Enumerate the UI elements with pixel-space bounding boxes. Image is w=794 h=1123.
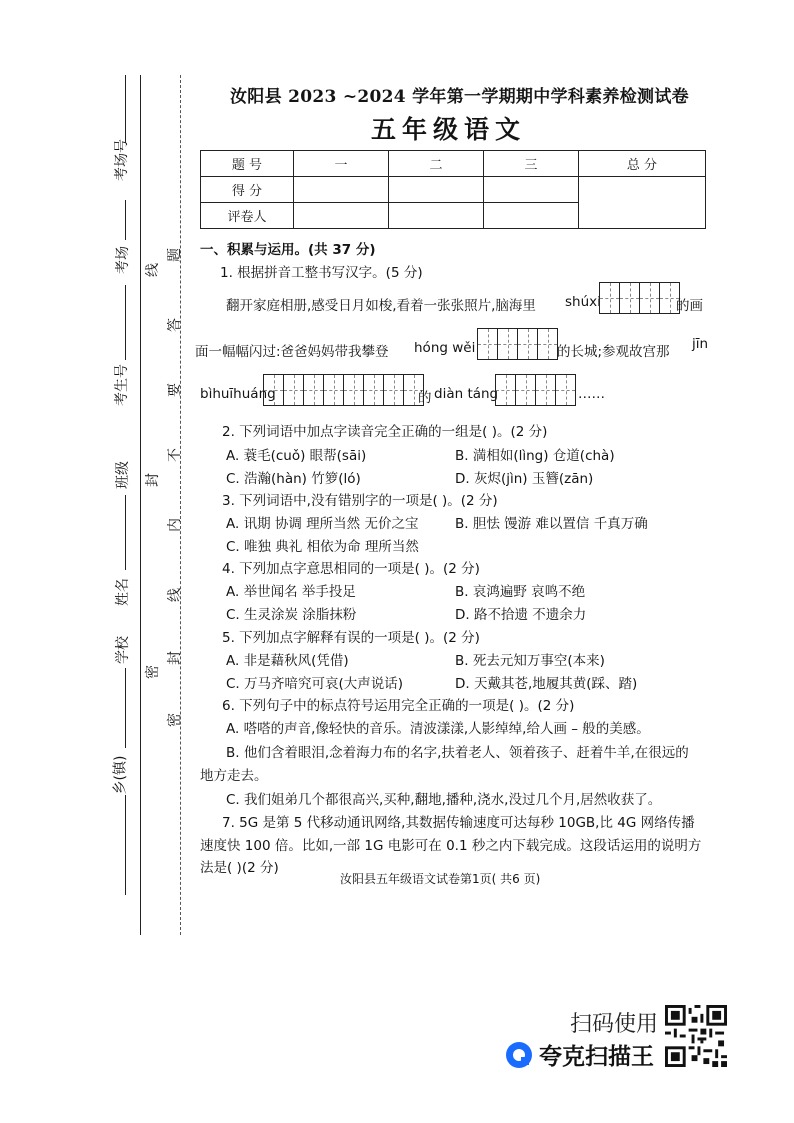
writing-grid[interactable] <box>600 282 680 314</box>
q5-option[interactable]: B. 死去元知万事空(本来) <box>455 653 605 669</box>
q2-option[interactable]: A. 蓑毛(cuǒ) 眼帮(sāi) <box>226 448 367 464</box>
writing-cell[interactable] <box>363 374 384 406</box>
answer-line[interactable] <box>125 495 126 570</box>
pinyin-label: shúxi <box>565 294 601 310</box>
seal-word: 不 <box>167 448 183 462</box>
writing-cell[interactable] <box>495 374 516 406</box>
total-score-cell[interactable] <box>579 177 706 229</box>
q1-text: 面一幅幅闪过:爸爸妈妈带我攀登 <box>195 344 389 360</box>
inner-seal-word: 封 <box>145 473 161 487</box>
scanner-brand <box>505 1038 654 1071</box>
pinyin-label: diàn táng <box>434 386 499 402</box>
q5-option[interactable]: A. 非是藉秋风(凭借) <box>226 653 349 669</box>
writing-grid[interactable] <box>496 374 576 406</box>
q2-option[interactable]: B. 満相如(lìng) 仓道(chà) <box>455 448 615 464</box>
answer-line[interactable] <box>125 200 126 240</box>
seal-word: 密 <box>167 713 183 727</box>
binding-dashed-line <box>180 75 181 935</box>
q6-option[interactable]: C. 我们姐弟几个都很高兴,买种,翻地,播种,浇水,没过几个月,居然收获了。 <box>226 792 662 808</box>
writing-cell[interactable] <box>383 374 404 406</box>
writing-cell[interactable] <box>343 374 364 406</box>
writing-cell[interactable] <box>537 328 558 360</box>
score-header-cell: 三 <box>484 151 579 177</box>
q2-option[interactable]: C. 浩瀚(hàn) 竹箩(ló) <box>226 471 361 487</box>
grader-cell[interactable] <box>484 203 579 229</box>
writing-cell[interactable] <box>555 374 576 406</box>
grader-cell[interactable] <box>389 203 484 229</box>
inner-secret-word: 密 <box>145 665 161 679</box>
writing-cell[interactable] <box>517 328 538 360</box>
exam-room-no-label: 考场号 <box>114 139 130 181</box>
q4-option[interactable]: C. 生灵涂炭 涂脂抹粉 <box>226 607 357 623</box>
score-cell[interactable] <box>389 177 484 203</box>
seal-word: 答 <box>167 318 183 332</box>
q1-text: 的画 <box>676 298 703 314</box>
student-no-label: 考生号 <box>114 364 130 406</box>
q3-option[interactable]: C. 唯独 典礼 相依为命 理所当然 <box>226 539 419 555</box>
section-heading: 一、积累与运用。(共 37 分) <box>200 242 376 258</box>
score-row-label: 得 分 <box>201 177 294 203</box>
writing-grid[interactable] <box>264 374 424 406</box>
q1-text: 翻开家庭相册,感受日月如梭,看着一张张照片,脑海里 <box>226 298 536 314</box>
answer-line[interactable] <box>125 795 126 895</box>
question-1-prompt: 1. 根据拼音工整书写汉字。(5 分) <box>220 265 423 281</box>
question-7-text: 7. 5G 是第 5 代移动通讯网络,其数据传输速度可达每秒 10GB,比 4G 网络传播 <box>222 815 695 831</box>
score-row-label: 评卷人 <box>201 203 294 229</box>
score-cell[interactable] <box>484 177 579 203</box>
exam-room-label: 考场 <box>115 246 131 274</box>
writing-cell[interactable] <box>477 328 498 360</box>
pinyin-label: jīn <box>692 336 709 352</box>
question-2-prompt: 2. 下列词语中加点字读音完全正确的一组是( )。(2 分) <box>222 424 548 440</box>
q1-text: 的长城;参观故宫那 <box>557 344 670 360</box>
question-5-prompt: 5. 下列加点字解释有误的一项是( )。(2 分) <box>222 630 480 646</box>
seal-word: 题 <box>167 248 183 262</box>
q2-option[interactable]: D. 灰烬(jìn) 玉簪(zān) <box>455 471 594 487</box>
writing-cell[interactable] <box>497 328 518 360</box>
q3-option[interactable]: B. 胆怯 馒游 难以置信 千真万确 <box>455 516 648 532</box>
writing-grid[interactable] <box>478 328 558 360</box>
scan-label: 扫码使用 <box>570 1012 659 1037</box>
score-table-row <box>201 177 706 203</box>
page-footer: 汝阳县五年级语文试卷第1页( 共6 页) <box>340 872 541 886</box>
brand-name: 夸克扫描王 <box>539 1044 654 1070</box>
question-7-prompt: 法是( )(2 分) <box>200 860 279 876</box>
seal-word: 内 <box>167 518 183 532</box>
writing-cell[interactable] <box>639 282 660 314</box>
exam-title: 汝阳县 2023 ~2024 学年第一学期期中学科素养检测试卷 <box>230 87 689 107</box>
question-7-text: 速度快 100 倍。比如,一部 1G 电影可在 0.1 秒之内下载完成。这段话运用的说明方 <box>200 838 702 854</box>
score-header-cell: 题 号 <box>201 151 294 177</box>
seal-word: 线 <box>167 588 183 602</box>
grader-cell[interactable] <box>294 203 389 229</box>
q4-option[interactable]: B. 哀鸿遍野 哀鸣不绝 <box>455 584 586 600</box>
q6-option-continued: 地方走去。 <box>200 768 268 784</box>
q6-option[interactable]: B. 他们含着眼泪,念着海力布的名字,扶着老人、领着孩子、赶着牛羊,在很远的 <box>226 745 689 761</box>
school-label: 学校 <box>115 636 131 664</box>
writing-cell[interactable] <box>323 374 344 406</box>
question-3-prompt: 3. 下列词语中,没有错别字的一项是( )。(2 分) <box>222 493 498 509</box>
inner-line-word: 线 <box>145 263 161 277</box>
answer-line[interactable] <box>125 285 126 360</box>
q1-text: …… <box>578 386 605 402</box>
q5-option[interactable]: C. 万马齐喑究可哀(大声说话) <box>226 676 404 692</box>
answer-line[interactable] <box>125 668 126 748</box>
writing-cell[interactable] <box>283 374 304 406</box>
question-6-prompt: 6. 下列句子中的标点符号运用完全正确的一项是( )。(2 分) <box>222 698 575 714</box>
seal-word: 要 <box>167 383 183 397</box>
name-label: 姓名 <box>115 578 131 606</box>
binding-solid-line <box>140 75 141 935</box>
score-table <box>200 150 706 229</box>
score-table-header-row <box>201 151 706 177</box>
q3-option[interactable]: A. 讯期 协调 理所当然 无价之宝 <box>226 516 419 532</box>
writing-cell[interactable] <box>599 282 620 314</box>
score-cell[interactable] <box>294 177 389 203</box>
writing-cell[interactable] <box>535 374 556 406</box>
subject-title: 五年级语文 <box>371 115 527 144</box>
q4-option[interactable]: A. 举世闻名 举手投足 <box>226 584 356 600</box>
q1-text: 的 <box>418 390 432 406</box>
writing-cell[interactable] <box>263 374 284 406</box>
answer-line[interactable] <box>125 75 126 143</box>
q4-option[interactable]: D. 路不拾遗 不遗余力 <box>455 607 587 623</box>
writing-cell[interactable] <box>515 374 536 406</box>
writing-cell[interactable] <box>619 282 640 314</box>
q5-option[interactable]: D. 天戴其苍,地履其黄(踩、踏) <box>455 676 638 692</box>
qr-code-icon[interactable] <box>665 1005 727 1067</box>
question-4-prompt: 4. 下列加点字意思相同的一项是( )。(2 分) <box>222 561 480 577</box>
class-label: 班级 <box>115 461 131 489</box>
quark-logo-icon <box>505 1041 533 1069</box>
score-header-cell: 一 <box>294 151 389 177</box>
score-header-cell: 总 分 <box>579 151 706 177</box>
score-header-cell: 二 <box>389 151 484 177</box>
q6-option[interactable]: A. 嗒嗒的声音,像轻快的音乐。清波漾漾,人影绰绰,给人画 – 般的美感。 <box>226 721 650 737</box>
writing-cell[interactable] <box>303 374 324 406</box>
township-label: 乡(镇) <box>112 755 129 795</box>
pinyin-label: bìhuīhuáng <box>200 386 276 402</box>
seal-word: 封 <box>167 651 183 665</box>
pinyin-label: hóng wěi <box>414 340 476 356</box>
